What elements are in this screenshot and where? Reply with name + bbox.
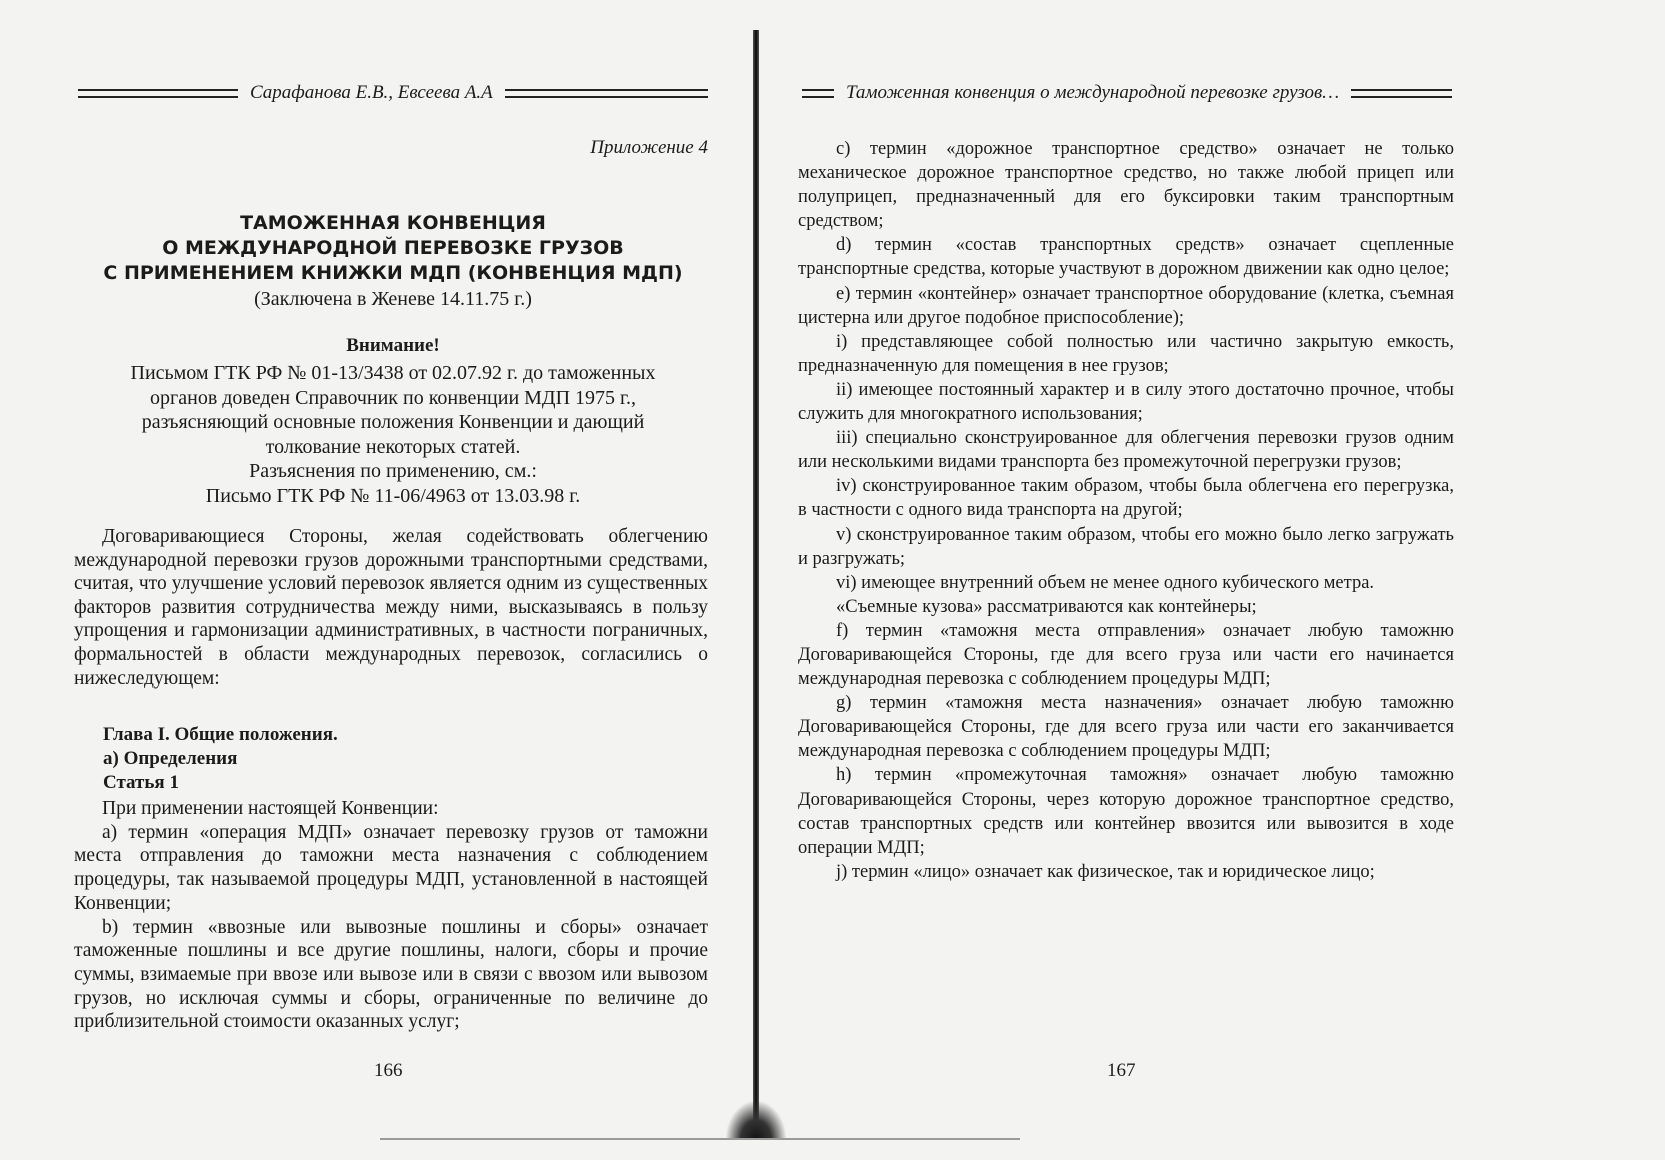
preamble-paragraph: Договаривающиеся Стороны, желая содействовать облегчению международной перевозки грузов дорожными транспортными средствами, считая, что улучшение условий перевозок является одним из существенных факторов развития сотрудничества между ними, высказываясь в пользу упрощения и гармонизации административных, в частности пограничных, формальностей в области международных перевозок, согласились о нижеследующем: [74, 526, 708, 689]
left-page [0, 0, 758, 1160]
definition-paragraph: i) представляющее собой полностью или частично закрытую емкость, предназначенную для помещения в нее грузов; [798, 331, 1454, 376]
definition-paragraph: f) термин «таможня места отправления» означает любую таможню Договаривающейся Стороны, где для всего груза или части его начинается международная перевозка с соблюдением процедуры МДП; [798, 620, 1454, 690]
chapter-heading: Глава I. Общие положения. [103, 724, 338, 745]
title-line: ТАМОЖЕННАЯ КОНВЕНЦИЯ [240, 212, 546, 234]
definition-paragraph: v) сконструированное таким образом, чтобы его можно было легко загружать и разгружать; [798, 524, 1454, 569]
definition-paragraph: vi) имеющее внутренний объем не менее одного кубического метра. [836, 572, 1375, 593]
definition-paragraph: e) термин «контейнер» означает транспортное оборудование (клетка, съемная цистерна или другое подобное приспособление); [798, 283, 1454, 328]
right-running-header-text: Таможенная конвенция о международной перевозке грузов… [846, 82, 1340, 103]
definition-paragraph: iv) сконструированное таким образом, чтобы была облегчена его перегрузка, в частности с одного вида транспорта на другой; [798, 476, 1454, 521]
definition-paragraph: c) термин «дорожное транспортное средство» означает не только механическое дорожное транспортное средство, но также любой прицеп или полуприцеп, предназначенный для его буксировки таким транспортным средством; [798, 139, 1454, 232]
right-page [758, 0, 1665, 1160]
bottom-edge-rule [380, 1138, 1020, 1140]
header-rule [505, 89, 708, 98]
definition-paragraph: ii) имеющее постоянный характер и в силу этого достаточно прочное, чтобы служить для многократного использования; [798, 379, 1454, 425]
header-rule [802, 89, 834, 98]
attention-line: разъясняющий основные положения Конвенции и дающий [141, 411, 645, 433]
definition-paragraph: «Съемные кузова» рассматриваются как контейнеры; [836, 596, 1257, 617]
article-paragraph: b) термин «ввозные или вывозные пошлины и сборы» означает таможенные пошлины и все другие пошлины, налоги, сборы и прочие суммы, взимаемые при ввозе или вывозе или в связи с ввозом или вывозом грузов, но исключая суммы и сборы, ограниченные по величине до приблизительной стоимости оказанных услуг; [74, 916, 708, 1033]
title-line: С ПРИМЕНЕНИЕМ КНИЖКИ МДП (КОНВЕНЦИЯ МДП) [103, 262, 683, 284]
section-heading: а) Определения [103, 748, 238, 769]
attention-line: Письмом ГТК РФ № 01-13/3438 от 02.07.92 г. до таможенных [130, 362, 656, 384]
title-line: О МЕЖДУНАРОДНОЙ ПЕРЕВОЗКЕ ГРУЗОВ [162, 237, 624, 259]
definition-paragraph: iii) специально сконструированное для облегчения перевозки грузов одним или несколькими видами транспорта без промежуточной перегрузки грузов; [798, 428, 1454, 473]
page-number-left: 166 [374, 1060, 403, 1081]
attention-heading: Внимание! [346, 335, 440, 356]
right-page-body [798, 137, 1454, 884]
chapter-block [103, 723, 703, 795]
attention-note [78, 361, 708, 508]
attention-line: органов доведен Справочник по конвенции МДП 1975 г., [150, 386, 636, 409]
header-rule [78, 89, 238, 98]
document-subtitle: (Заключена в Женеве 14.11.75 г.) [254, 288, 532, 310]
attention-line: Разъяснения по применению, см.: [249, 460, 537, 482]
page-number-right: 167 [1107, 1060, 1136, 1081]
definition-paragraph: d) термин «состав транспортных средств» означает сцепленные транспортные средства, которые участвуют в дорожном движении как одно целое; [798, 235, 1454, 280]
right-running-header [802, 80, 1452, 106]
definition-paragraph: j) термин «лицо» означает как физическое, так и юридическое лицо; [836, 861, 1375, 882]
header-rule [1351, 89, 1452, 98]
attention-line: толкование некоторых статей. [265, 435, 521, 458]
attention-line: Письмо ГТК РФ № 11-06/4963 от 13.03.98 г. [205, 484, 581, 507]
definition-paragraph: h) термин «промежуточная таможня» означает любую таможню Договаривающейся Стороны, через которую дорожное транспортное средство, состав транспортных средств или контейнер ввозится или вывозится в ходе операции МДП; [798, 765, 1454, 858]
article-paragraph: При применении настоящей Конвенции: [102, 798, 439, 819]
left-running-header [78, 80, 708, 106]
left-running-header-text: Сарафанова Е.В., Евсеева А.А [250, 82, 493, 103]
appendix-label: Приложение 4 [590, 137, 708, 158]
document-title [78, 211, 708, 286]
definition-paragraph: g) термин «таможня места назначения» означает любую таможню Договаривающейся Стороны, где для всего груза или части его заканчивается международная перевозка с соблюдением процедуры МДП; [798, 693, 1454, 762]
article-paragraph: a) термин «операция МДП» означает перевозку грузов от таможни места отправления до таможни места назначения с соблюдением процедуры, так называемой процедуры МДП, установленной в настоящей Конвенции; [74, 821, 708, 914]
article-body [74, 797, 708, 1034]
article-heading: Статья 1 [103, 772, 179, 793]
